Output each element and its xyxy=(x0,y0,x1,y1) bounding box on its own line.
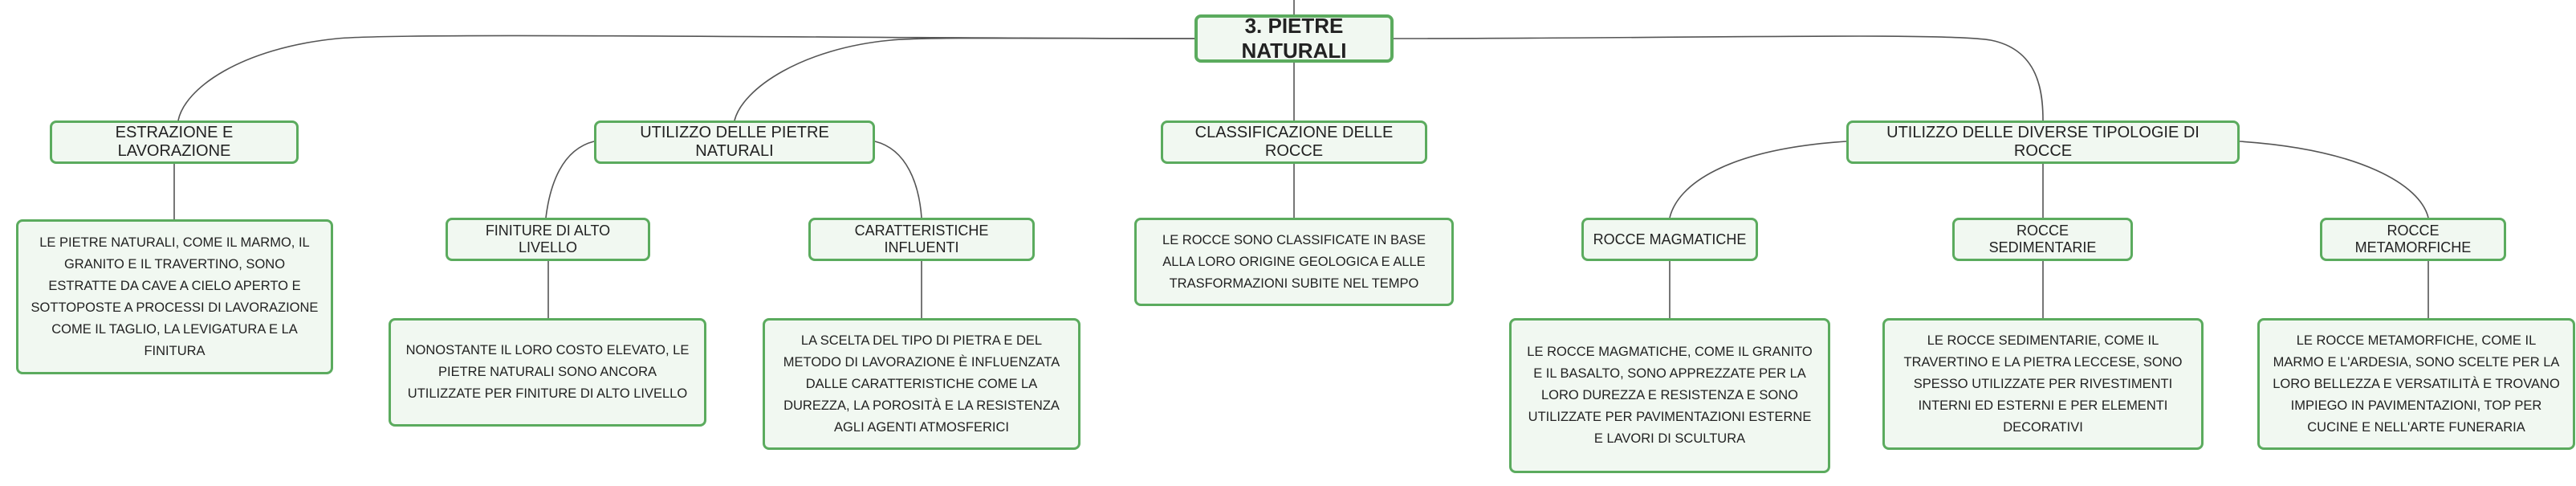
node-estrazione-label: ESTRAZIONE E LAVORAZIONE xyxy=(115,124,234,160)
node-caratteristiche-label: CARATTERISTICHE INFLUENTI xyxy=(854,223,989,255)
detail-caratteristiche-text: LA SCELTA DEL TIPO DI PIETRA E DEL METODO DI LAVORAZIONE È INFLUENZATA DALLE CARATTERISTICHE COME LA DUREZZA, LA POROSITÀ E LA RESISTENZA AGLI AGENTI ATMOSFERICI xyxy=(783,333,1060,435)
node-finiture-label: FINITURE DI ALTO LIVELLO xyxy=(485,223,611,255)
node-tipologie[interactable] xyxy=(1846,120,2240,164)
detail-classificazione-text: LE ROCCE SONO CLASSIFICATE IN BASE ALLA LORO ORIGINE GEOLOGICA E ALLE TRASFORMAZIONI SUBITE NEL TEMPO xyxy=(1162,232,1426,291)
node-metamorfiche[interactable] xyxy=(2320,218,2506,261)
detail-sedimentarie-text: LE ROCCE SEDIMENTARIE, COME IL TRAVERTINO E LA PIETRA LECCESE, SONO SPESSO UTILIZZATE PER RIVESTIMENTI INTERNI ED ESTERNI E PER ELEMENTI DECORATIVI xyxy=(1903,333,2183,435)
detail-finiture-text: NONOSTANTE IL LORO COSTO ELEVATO, LE PIETRE NATURALI SONO ANCORA UTILIZZATE PER FINITURE DI ALTO LIVELLO xyxy=(405,343,690,401)
connector-estrazione xyxy=(178,35,1194,120)
connector-caratteristiche xyxy=(875,141,922,218)
node-magmatiche[interactable] xyxy=(1581,218,1758,261)
node-finiture[interactable] xyxy=(446,218,650,261)
node-caratteristiche[interactable] xyxy=(808,218,1035,261)
node-utilizzo[interactable] xyxy=(594,120,875,164)
detail-magmatiche-text: LE ROCCE MAGMATICHE, COME IL GRANITO E IL BASALTO, SONO APPREZZATE PER LA LORO DUREZZA E RESISTENZA E SONO UTILIZZATE PER PAVIMENTAZIONI ESTERNE E LAVORI DI SCULTURA xyxy=(1527,345,1813,446)
detail-sedimentarie[interactable] xyxy=(1882,318,2204,450)
detail-metamorfiche[interactable] xyxy=(2257,318,2575,450)
detail-magmatiche[interactable] xyxy=(1509,318,1830,473)
root-label: 3. PIETRE NATURALI xyxy=(1241,14,1347,63)
root-node[interactable] xyxy=(1194,14,1394,63)
detail-classificazione[interactable] xyxy=(1134,218,1454,306)
node-magmatiche-label: ROCCE MAGMATICHE xyxy=(1593,231,1747,247)
node-classificazione-label: CLASSIFICAZIONE DELLE ROCCE xyxy=(1194,124,1394,160)
detail-estrazione[interactable] xyxy=(16,219,333,374)
node-metamorfiche-label: ROCCE METAMORFICHE xyxy=(2354,223,2472,255)
connector-magmatiche xyxy=(1670,141,1846,218)
connector-utilizzo xyxy=(735,39,1194,121)
connector-finiture xyxy=(546,141,594,218)
connector-tipologie xyxy=(1394,36,2043,120)
node-classificazione[interactable] xyxy=(1161,120,1427,164)
detail-finiture[interactable] xyxy=(389,318,706,427)
node-tipologie-label: UTILIZZO DELLE DIVERSE TIPOLOGIE DI ROCCE xyxy=(1886,124,2200,160)
node-sedimentarie-label: ROCCE SEDIMENTARIE xyxy=(1988,223,2097,255)
node-utilizzo-label: UTILIZZO DELLE PIETRE NATURALI xyxy=(640,124,829,160)
detail-estrazione-text: LE PIETRE NATURALI, COME IL MARMO, IL GRANITO E IL TRAVERTINO, SONO ESTRATTE DA CAVE A CIELO APERTO E SOTTOPOSTE A PROCESSI DI LAVORAZIONE COME IL TAGLIO, LA LEVIGATURA E LA FINITURA xyxy=(31,235,319,358)
node-estrazione[interactable] xyxy=(50,120,299,164)
connector-metamorfiche xyxy=(2240,141,2428,218)
node-sedimentarie[interactable] xyxy=(1952,218,2133,261)
detail-caratteristiche[interactable] xyxy=(763,318,1080,450)
detail-metamorfiche-text: LE ROCCE METAMORFICHE, COME IL MARMO E L'ARDESIA, SONO SCELTE PER LA LORO BELLEZZA E VERSATILITÀ E TROVANO IMPIEGO IN PAVIMENTAZIONI, TOP PER CUCINE E NELL'ARTE FUNERARIA xyxy=(2273,333,2560,435)
